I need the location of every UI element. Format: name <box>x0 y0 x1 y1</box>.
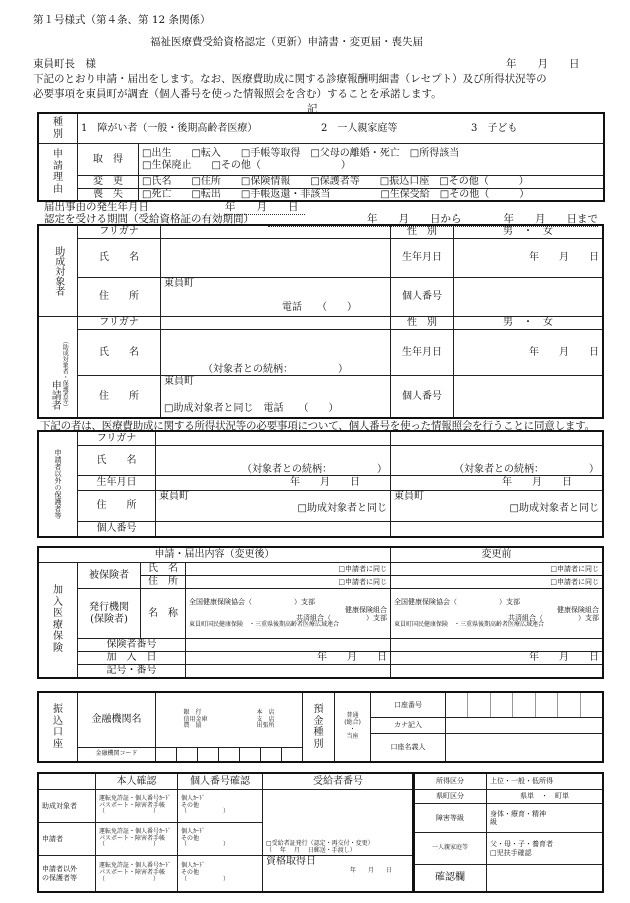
join-date-after[interactable]: 年 月 日 <box>186 651 391 664</box>
insured-name-same-after[interactable]: □申請者に同じ <box>186 563 391 576</box>
applicant-relation[interactable]: （対象者との続柄： ） <box>203 363 348 375</box>
insurance-label: 加 入 医 療 保 険 <box>39 563 78 678</box>
guardian1-town: 東員町 <box>159 491 189 502</box>
holder-label: 口座名義人 <box>371 734 446 762</box>
applicant-address-label: 住 所 <box>78 376 161 418</box>
issuer-label: 発行機関 (保険者) <box>78 589 141 639</box>
office-row-subject: 助成対象者 <box>39 790 96 823</box>
mynum-docs-subject[interactable]: 個人ｶｰﾄﾞ その他 （ ） <box>178 790 263 823</box>
kyosai-option[interactable]: 共済組合（ ）支部 <box>508 614 599 623</box>
guardians-label: 申請者以外の保護者等 <box>39 432 78 537</box>
category-options[interactable] <box>78 114 604 144</box>
office-table <box>38 773 414 892</box>
subject-dob-field[interactable]: 年 月 日 <box>454 239 603 278</box>
subject-furigana-field[interactable] <box>161 226 391 239</box>
insured-address-label: 住 所 <box>141 576 186 589</box>
category-option-3[interactable]: 3 子ども <box>471 122 518 134</box>
insured-name-same-before[interactable]: □申請者に同じ <box>391 563 603 576</box>
applicant-dob-field[interactable]: 年 月 日 <box>454 330 603 376</box>
reason-loss-options[interactable]: □死亡 □転出 □手帳返還・非該当 □生保受給 □その他（ ） <box>139 188 604 201</box>
classification-table <box>413 773 603 892</box>
applicant-name-field[interactable] <box>161 330 391 376</box>
subject-label: 助成対象者 <box>39 226 78 317</box>
acquisition-date-field[interactable] <box>263 856 414 892</box>
insurer-number-label: 保険者番号 <box>78 639 186 652</box>
applicant-label-cell <box>39 317 78 418</box>
bank-name-field[interactable] <box>156 693 303 748</box>
bank-code-digit[interactable] <box>219 748 240 762</box>
subject-sex-label: 性 別 <box>391 226 454 239</box>
guardians-furigana-label: フリガナ <box>78 432 156 446</box>
subject-sex-field[interactable]: 男 ・ 女 <box>454 226 603 239</box>
id-docs-applicant[interactable]: 運転免許証・個人番号ｶｰﾄﾞ パスポート・障害者手帳 （ ） <box>96 823 178 856</box>
subject-name-label: 氏 名 <box>78 239 161 278</box>
insurer-number-before[interactable] <box>391 639 603 652</box>
symbol-number-label: 記号・番号 <box>78 664 186 677</box>
subject-address-label: 住 所 <box>78 278 161 317</box>
applicant-sex-field[interactable]: 男 ・ 女 <box>454 317 603 330</box>
kokuho-option[interactable]: 東員町国民健康保険 ・三重県後期高齢者医療広域連合 <box>189 621 340 629</box>
join-date-label: 加 入 日 <box>78 651 186 664</box>
insurance-before-header: 変更前 <box>391 548 603 563</box>
insured-address-same-after[interactable]: □申請者に同じ <box>186 576 391 589</box>
applicant-mynumber-field[interactable] <box>454 376 603 418</box>
category-option-2[interactable]: 2 一人親家庭等 <box>321 122 398 134</box>
occurred-date-field[interactable]: 年 月 日 <box>225 199 305 215</box>
subject-mynumber-field[interactable] <box>454 278 603 317</box>
guardian2-same[interactable]: □助成対象者と同じ <box>509 502 599 514</box>
guardians-name-label: 氏 名 <box>78 446 156 476</box>
category-option-1[interactable]: 1 障がい者（一般・後期高齢者医療） <box>81 122 258 134</box>
guardian2-name[interactable] <box>391 446 603 476</box>
applicant-town: 東員町 <box>164 376 194 387</box>
subject-address-field[interactable] <box>161 278 391 317</box>
office-row-guardians: 申請者以外 の保護者等 <box>39 856 96 892</box>
applicant-furigana-field[interactable] <box>161 317 391 330</box>
occurred-date-label: 届出事由の発生年月日 <box>44 201 149 213</box>
single-parent-label: 一人親家庭等 <box>414 833 487 865</box>
branch-types: 本 店 支 店 出張所 <box>256 708 275 730</box>
applicant-address-field[interactable] <box>161 376 391 418</box>
mynum-check-header: 個人番号確認 <box>178 774 263 790</box>
bank-table <box>38 692 603 762</box>
reason-change-label: 変 更 <box>78 176 139 189</box>
id-docs-subject[interactable]: 運転免許証・個人番号ｶｰﾄﾞ パスポート・障害者手帳 （ ） <box>96 790 178 823</box>
subject-name-field[interactable] <box>161 239 391 278</box>
guardian2-mynumber[interactable] <box>391 522 603 537</box>
guardian1-address[interactable] <box>156 491 391 522</box>
applicant-dob-label: 生年月日 <box>391 330 454 376</box>
office-row-applicant: 申請者 <box>39 823 96 856</box>
guardian1-relation[interactable]: （対象者との続柄： ） <box>242 463 387 475</box>
subject-dob-label: 生年月日 <box>391 239 454 278</box>
category-reason-table <box>38 113 604 201</box>
single-parent-field[interactable]: 父・母・子・養育者 □児扶手確認 <box>487 833 603 865</box>
form-title: 福祉医療費受給資格認定（更新）申請書・変更届・喪失届 <box>150 36 423 48</box>
bank-code-digit[interactable] <box>261 748 282 762</box>
form-number: 第１号様式（第４条、第 12 条関係） <box>33 14 211 26</box>
intro-line-1: 下記のとおり申請・届出をします。なお、医療費助成に関する診療報酬明細書（レセプト）及び所得状況等の <box>33 73 547 85</box>
guardian1-furigana[interactable] <box>156 432 391 446</box>
insured-label: 被保険者 <box>78 563 141 589</box>
id-check-header: 本人確認 <box>96 774 178 790</box>
bank-code-label: 金融機関コード <box>78 748 156 762</box>
category-label: 種 別 <box>39 114 78 144</box>
mynum-docs-guardians[interactable]: 個人ｶｰﾄﾞ その他 （ ） <box>178 856 263 892</box>
addressee: 東員町長 様 <box>33 58 96 70</box>
guardian1-name[interactable] <box>156 446 391 476</box>
bank-code-digit[interactable] <box>156 748 177 762</box>
confirm-field[interactable] <box>487 865 603 892</box>
ki-label: 記 <box>307 103 318 115</box>
applicant-same-phone[interactable]: □助成対象者と同じ 電話 （ ） <box>164 402 339 414</box>
bank-code-digit[interactable] <box>198 748 219 762</box>
submission-date: 年 月 日 <box>506 58 580 70</box>
guardian2-furigana[interactable] <box>391 432 603 446</box>
bank-types: 銀 行 信用金庫 農 協 <box>183 708 208 730</box>
applicant-sublabel: （助成対象者・保護者等） <box>61 338 69 411</box>
pref-label: 県町区分 <box>414 790 487 804</box>
applicant-furigana-label: フリガナ <box>78 317 161 330</box>
applicant-mynumber-label: 個人番号 <box>391 376 454 418</box>
guardian1-dob[interactable]: 年 月 日 <box>156 476 391 491</box>
guardian2-town: 東員町 <box>394 491 424 502</box>
acquisition-date-label: 資格取得日 <box>266 856 316 867</box>
issuer-name-label: 名 称 <box>141 589 186 639</box>
income-field[interactable]: 上位・一般・低所得 <box>487 774 603 790</box>
applicant-label: 申請者 <box>49 380 61 411</box>
bank-code-digit[interactable] <box>177 748 198 762</box>
subject-mynumber-label: 個人番号 <box>391 278 454 317</box>
kokuho-option[interactable]: 東員町国民健康保険 ・三重県後期高齢者医療広域連合 <box>394 621 545 629</box>
consent-text: 下記の者は、医療費助成に関する所得状況等の必要事項について、個人番号を使った情報照会を行うことに同意します。 <box>40 420 595 432</box>
guardian2-address[interactable] <box>391 491 603 522</box>
join-date-before[interactable]: 年 月 日 <box>391 651 603 664</box>
symbol-number-after[interactable] <box>186 664 391 677</box>
holder-field[interactable] <box>446 734 603 762</box>
office-corner <box>39 774 96 790</box>
bank-code-digit[interactable] <box>282 748 303 762</box>
guardians-mynumber-label: 個人番号 <box>78 522 156 537</box>
symbol-number-before[interactable] <box>391 664 603 677</box>
kyosai-option[interactable]: 共済組合（ ）支部 <box>296 614 387 623</box>
guardians-address-label: 住 所 <box>78 491 156 522</box>
kana-label: カナ記入 <box>371 718 446 734</box>
guardian2-dob[interactable]: 年 月 日 <box>391 476 603 491</box>
account-number-label: 口座番号 <box>371 693 446 718</box>
guardian1-mynumber[interactable] <box>156 522 391 537</box>
applicant-sex-label: 性 別 <box>391 317 454 330</box>
kana-field[interactable] <box>446 718 603 734</box>
issuer-options-after[interactable] <box>186 589 391 639</box>
confirm-label: 確認欄 <box>414 865 487 892</box>
account-number-field[interactable] <box>446 693 603 718</box>
insurance-table <box>38 547 603 678</box>
bank-name-label: 金融機関名 <box>78 693 156 748</box>
reason-change-options[interactable]: □氏名 □住所 □保険情報 □保護者等 □振込口座 □その他（ ） <box>139 176 604 189</box>
recipient-no-header: 受給者番号 <box>263 774 414 790</box>
period-label: 認定を受ける期間（受給資格証の有効期間） <box>44 213 254 225</box>
disability-label: 障害等級 <box>414 804 487 833</box>
kenpo-option[interactable]: 健康保険組合 <box>345 606 387 615</box>
reason-acquire-label: 取 得 <box>78 144 139 176</box>
bank-code-digit[interactable] <box>240 748 261 762</box>
bank-label: 振 込 口 座 <box>39 693 78 762</box>
issue-field[interactable]: □受給者証発行（認定・再交付・変更） （ 年 月 日郵送・手渡し） <box>263 790 414 856</box>
id-docs-guardians[interactable]: 運転免許証・個人番号ｶｰﾄﾞ パスポート・障害者手帳 （ ） <box>96 856 178 892</box>
applicant-name-label: 氏 名 <box>78 330 161 376</box>
mynum-docs-applicant[interactable]: 個人ｶｰﾄﾞ その他 （ ） <box>178 823 263 856</box>
insurance-after-header: 申請・届出内容（変更後） <box>39 548 391 563</box>
deposit-types[interactable]: 普通 (総合) ・ 当座 <box>335 693 371 762</box>
subject-applicant-table <box>38 225 603 418</box>
kyokai-option[interactable]: 全国健康保険協会（ ）支部 <box>189 597 315 606</box>
acquisition-date-value[interactable]: 年 月 日 <box>349 866 392 874</box>
insured-name-label: 氏 名 <box>141 563 186 576</box>
reason-label: 申 請 理 由 <box>39 144 78 201</box>
guardians-dob-label: 生年月日 <box>78 476 156 491</box>
guardians-table <box>38 431 603 537</box>
intro-line-2: 必要事項を東員町が調査（個人番号を使った情報照会を含む）することを承諾します。 <box>33 88 442 100</box>
kenpo-option[interactable]: 健康保険組合 <box>557 606 599 615</box>
deposit-label: 預 金 種 別 <box>303 693 335 762</box>
subject-furigana-label: フリガナ <box>78 226 161 239</box>
disability-field[interactable]: 身体・療育・精神 級 <box>487 804 603 833</box>
subject-phone[interactable]: 電話 （ ） <box>282 301 357 313</box>
subject-town: 東員町 <box>164 278 194 289</box>
insured-address-same-before[interactable]: □申請者に同じ <box>391 576 603 589</box>
reason-acquire-options[interactable]: □出生 □転入 □手帳等取得 □父母の離婚・死亡 □所得該当 □生保廃止 □その他（ ） <box>139 144 604 176</box>
pref-field[interactable]: 県単 ・ 町単 <box>487 790 603 804</box>
period-field[interactable]: 年 月 日から 年 月 日まで <box>268 211 598 227</box>
income-label: 所得区分 <box>414 774 487 790</box>
insurer-number-after[interactable] <box>186 639 391 652</box>
reason-loss-label: 喪 失 <box>78 188 139 201</box>
guardian2-relation[interactable]: （対象者との続柄： ） <box>454 463 599 475</box>
guardian1-same[interactable]: □助成対象者と同じ <box>297 502 387 514</box>
kyokai-option[interactable]: 全国健康保険協会（ ）支部 <box>394 597 520 606</box>
issuer-options-before[interactable] <box>391 589 603 639</box>
